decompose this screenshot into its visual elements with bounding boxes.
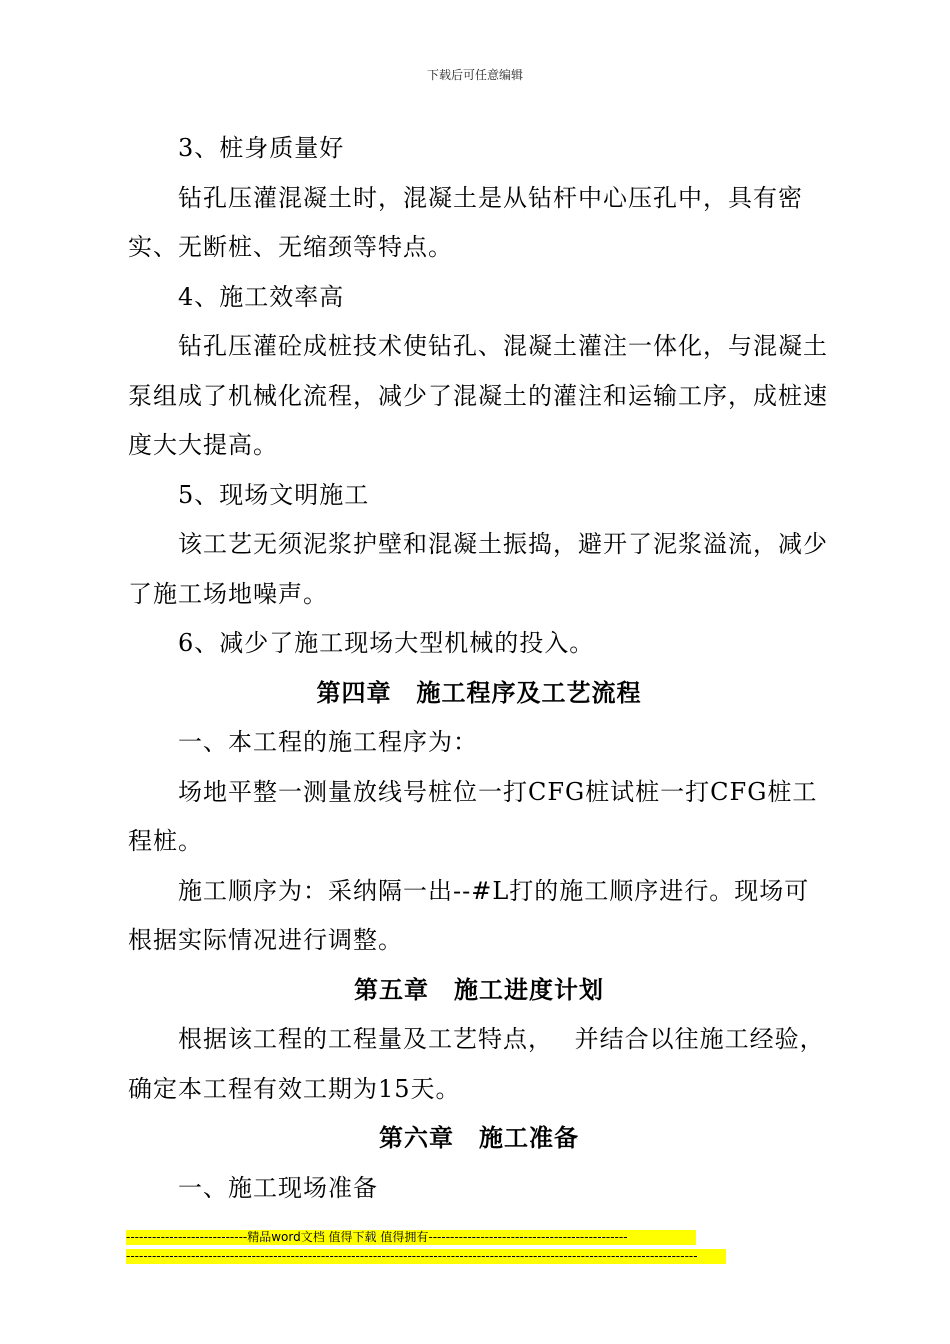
page-footer <box>126 1230 726 1268</box>
paragraph-9: 场地平整一测量放线号桩位一打CFG桩试桩一打CFG桩工程桩。 <box>128 777 818 855</box>
chapter-5-heading: 第五章 施工进度计划 <box>354 975 604 1004</box>
paragraph-8: 一、本工程的施工程序为： <box>178 728 478 756</box>
paragraph-3: 4、施工效率高 <box>178 282 345 311</box>
paragraph-4: 钻孔压灌砼成桩技术使钻孔、混凝土灌注一体化，与混凝土泵组成了机械化流程，减少了混凝土的灌注和运输工序，成桩速度大大提高。 <box>128 332 828 459</box>
footer-line-1: ----------------------------精品word文档 值得下载 值得拥有---------------------------------------------- <box>126 1230 696 1245</box>
chapter-4-heading: 第四章 施工程序及工艺流程 <box>316 678 642 707</box>
paragraph-6: 该工艺无须泥浆护壁和混凝土振捣，避开了泥浆溢流，减少了施工场地噪声。 <box>128 530 828 608</box>
paragraph-5: 5、现场文明施工 <box>178 480 370 509</box>
paragraph-10: 施工顺序为：采纳隔一出--#L打的施工顺序进行。现场可根据实际情况进行调整。 <box>128 876 810 954</box>
document-body <box>128 124 830 1213</box>
paragraph-7: 6、减少了施工现场大型机械的投入。 <box>178 629 595 657</box>
paragraph-2: 钻孔压灌混凝土时，混凝土是从钻杆中心压孔中，具有密实、无断桩、无缩颈等特点。 <box>128 183 803 261</box>
chapter-6-heading: 第六章 施工准备 <box>379 1124 579 1152</box>
paragraph-12: 一、施工现场准备 <box>178 1173 378 1202</box>
page-header: 下载后可任意编辑 <box>426 68 523 82</box>
paragraph-1: 3、桩身质量好 <box>178 134 345 162</box>
footer-line-2: ------------------------------------------------------------------------------------------------------------------------------------ <box>126 1249 726 1264</box>
paragraph-11: 根据该工程的工程量及工艺特点， 并结合以往施工经验，确定本工程有效工期为15天。 <box>128 1025 825 1103</box>
